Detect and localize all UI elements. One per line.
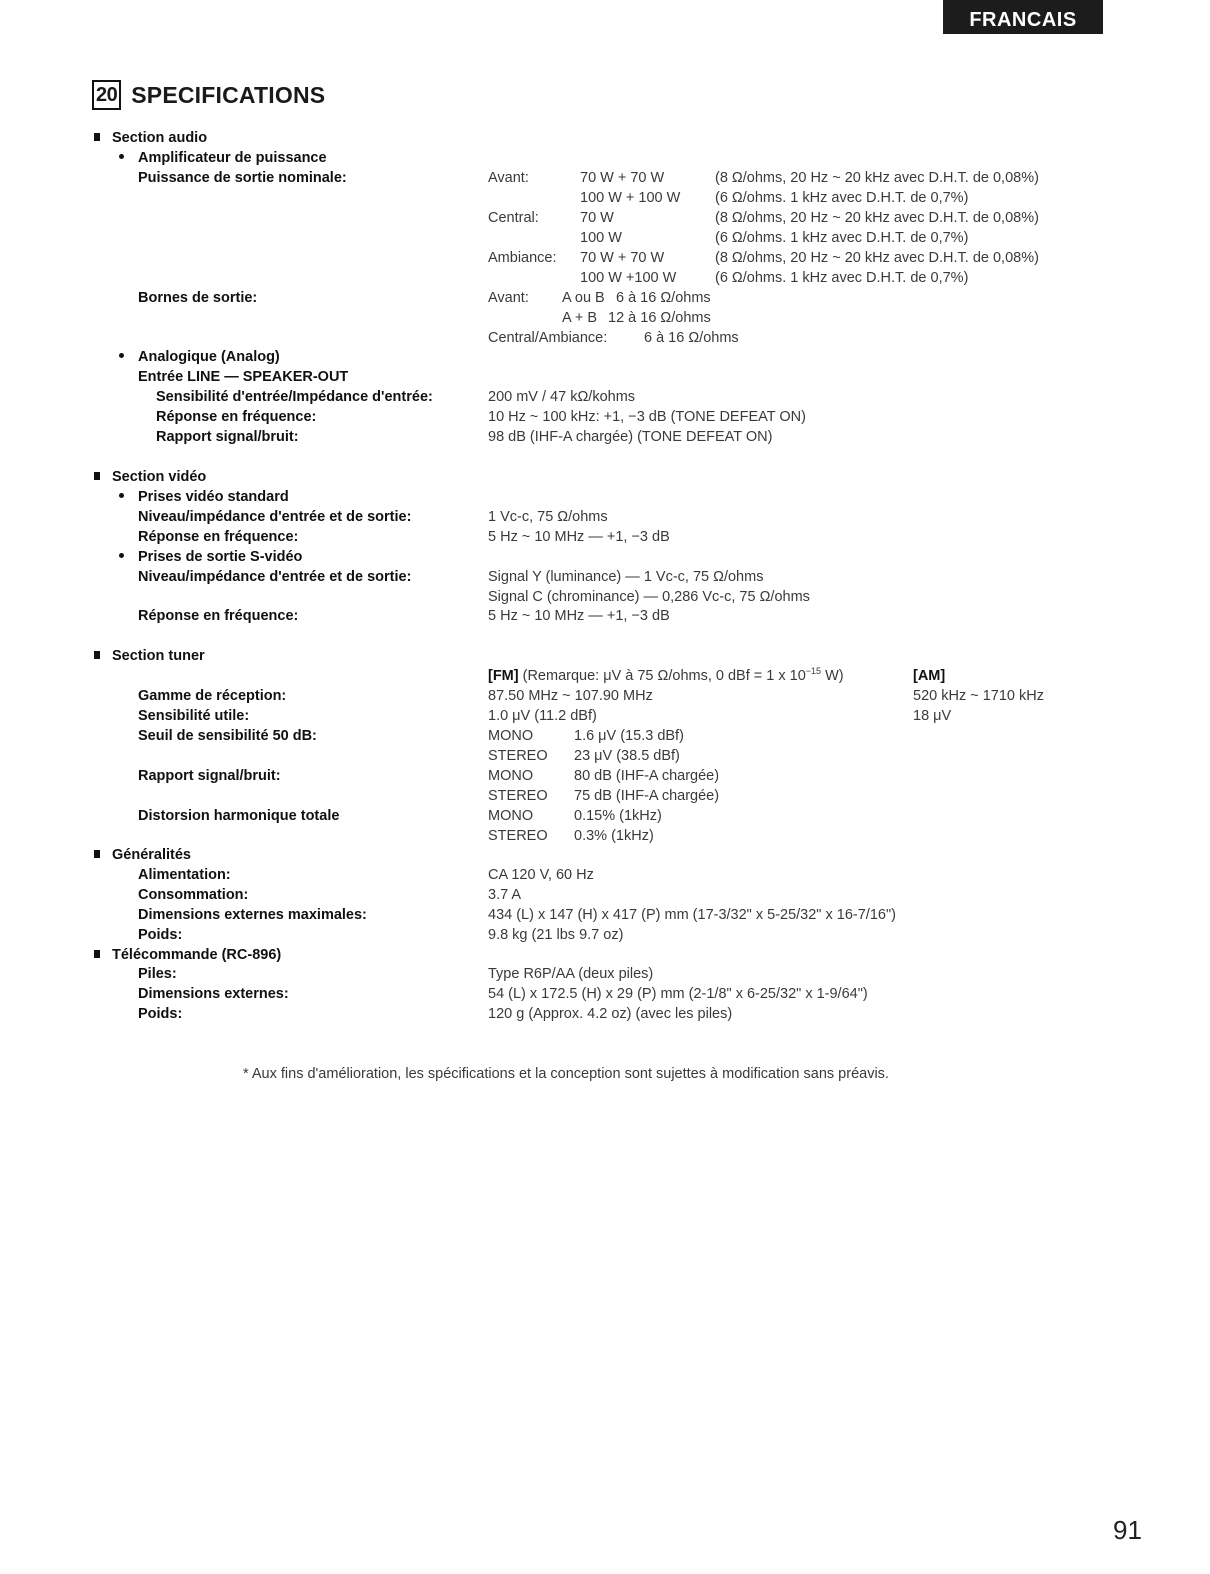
tuner-mode: MONO <box>488 728 534 744</box>
page-title: SPECIFICATIONS <box>131 81 326 108</box>
power-supply-value: CA 120 V, 60 Hz <box>488 867 594 883</box>
batteries-label: Piles: <box>138 966 177 982</box>
tuner-mode-value: 75 dB (IHF-A chargée) <box>574 788 720 804</box>
weight-value: 9.8 kg (21 lbs 9.7 oz) <box>488 927 624 943</box>
tuning-range-label: Gamme de réception: <box>138 688 287 704</box>
std-video-freq-value: 5 Hz ~ 10 MHz — +1, −3 dB <box>488 529 670 545</box>
terminal-impedance: 6 à 16 Ω/ohms <box>616 290 711 306</box>
std-video-level-value: 1 Vc-c, 75 Ω/ohms <box>488 509 608 525</box>
audio-freq-value: 10 Hz ~ 100 kHz: +1, −3 dB (TONE DEFEAT ON) <box>488 409 806 425</box>
general-heading: Généralités <box>94 845 191 865</box>
fm-note-end: W) <box>825 668 844 684</box>
power-channel: Avant: <box>488 170 529 186</box>
terminal-channel: Central/Ambiance: <box>488 330 608 346</box>
power-value: 70 W + 70 W <box>580 250 665 266</box>
rated-power-label: Puissance de sortie nominale: <box>138 170 347 186</box>
remote-weight-value: 120 g (Approx. 4.2 oz) (avec les piles) <box>488 1006 733 1022</box>
std-video-level-label: Niveau/impédance d'entrée et de sortie: <box>138 509 412 525</box>
power-supply-label: Alimentation: <box>138 867 231 883</box>
tuner-mode: MONO <box>488 768 534 784</box>
power-value: 100 W +100 W <box>580 270 677 286</box>
video-heading: Section vidéo <box>94 467 206 487</box>
tuner-mode-value: 23 μV (38.5 dBf) <box>574 748 680 764</box>
audio-heading: Section audio <box>94 128 207 148</box>
remote-dimensions-label: Dimensions externes: <box>138 986 289 1002</box>
tuning-range-am: 520 kHz ~ 1710 kHz <box>913 688 1044 704</box>
power-condition: (8 Ω/ohms, 20 Hz ~ 20 kHz avec D.H.T. de 0,08%) <box>715 170 1039 186</box>
consumption-label: Consommation: <box>138 887 249 903</box>
tuner-mode-value: 0.15% (1kHz) <box>574 808 662 824</box>
terminal-impedance: 12 à 16 Ω/ohms <box>608 310 711 326</box>
audio-snr-value: 98 dB (IHF-A chargée) (TONE DEFEAT ON) <box>488 429 773 445</box>
line-input-title: Entrée LINE — SPEAKER-OUT <box>138 369 349 385</box>
power-condition: (8 Ω/ohms, 20 Hz ~ 20 kHz avec D.H.T. de 0,08%) <box>715 250 1039 266</box>
power-condition: (6 Ω/ohms. 1 kHz avec D.H.T. de 0,7%) <box>715 230 969 246</box>
consumption-value: 3.7 A <box>488 887 522 903</box>
terminal-config: A + B <box>562 310 598 326</box>
page-number: 91 <box>1113 1515 1142 1545</box>
am-tag: [AM] <box>913 668 946 684</box>
power-condition: (8 Ω/ohms, 20 Hz ~ 20 kHz avec D.H.T. de 0,08%) <box>715 210 1039 226</box>
power-value: 100 W + 100 W <box>580 190 681 206</box>
tuner-mode-value: 80 dB (IHF-A chargée) <box>574 768 720 784</box>
square-bullet-icon <box>94 472 100 480</box>
tuner-mode: STEREO <box>488 788 548 804</box>
language-tab: FRANCAIS <box>943 0 1103 34</box>
std-video-title: Prises vidéo standard <box>119 487 289 507</box>
tuner-heading: Section tuner <box>94 646 205 666</box>
usable-sensitivity-fm: 1.0 μV (11.2 dBf) <box>488 708 597 724</box>
fm-note: (Remarque: μV à 75 Ω/ohms, 0 dBf = 1 x 10 <box>522 668 806 684</box>
tuner-mode-value: 0.3% (1kHz) <box>574 828 654 844</box>
square-bullet-icon <box>94 133 100 141</box>
fm-header <box>488 666 844 686</box>
audio-freq-label: Réponse en fréquence: <box>156 409 317 425</box>
tuner-snr-label: Rapport signal/bruit: <box>138 768 281 784</box>
tuner-mode: MONO <box>488 808 534 824</box>
dot-bullet-icon <box>119 493 124 498</box>
remote-weight-label: Poids: <box>138 1006 183 1022</box>
thd-label: Distorsion harmonique totale <box>138 808 340 824</box>
footnote: * Aux fins d'amélioration, les spécifications et la conception sont sujettes à modification sans préavis. <box>243 1066 889 1082</box>
tuner-mode-value: 1.6 μV (15.3 dBf) <box>574 728 684 744</box>
tuner-mode: STEREO <box>488 748 548 764</box>
svideo-c-signal: Signal C (chrominance) — 0,286 Vc-c, 75 Ω/ohms <box>488 589 810 605</box>
audio-snr-label: Rapport signal/bruit: <box>156 429 299 445</box>
power-value: 70 W <box>580 210 614 226</box>
square-bullet-icon <box>94 651 100 659</box>
square-bullet-icon <box>94 950 100 958</box>
fm-note-exponent: −15 <box>805 666 822 677</box>
power-channel: Ambiance: <box>488 250 557 266</box>
weight-label: Poids: <box>138 927 183 943</box>
svideo-freq-value: 5 Hz ~ 10 MHz — +1, −3 dB <box>488 608 670 624</box>
analog-title: Analogique (Analog) <box>119 347 280 367</box>
dimensions-label: Dimensions externes maximales: <box>138 907 367 923</box>
std-video-freq-label: Réponse en fréquence: <box>138 529 299 545</box>
terminal-impedance: 6 à 16 Ω/ohms <box>644 330 739 346</box>
fm-tag: [FM] <box>488 668 519 684</box>
section-title <box>92 80 325 110</box>
square-bullet-icon <box>94 850 100 858</box>
section-number: 20 <box>92 80 121 110</box>
usable-sensitivity-label: Sensibilité utile: <box>138 708 250 724</box>
power-condition: (6 Ω/ohms. 1 kHz avec D.H.T. de 0,7%) <box>715 270 969 286</box>
output-terminals-label: Bornes de sortie: <box>138 290 258 306</box>
power-value: 100 W <box>580 230 622 246</box>
amp-title: Amplificateur de puissance <box>119 148 327 168</box>
tuner-mode: STEREO <box>488 828 548 844</box>
dot-bullet-icon <box>119 154 124 159</box>
svideo-title: Prises de sortie S-vidéo <box>119 547 302 567</box>
svideo-y-signal: Signal Y (luminance) — 1 Vc-c, 75 Ω/ohms <box>488 569 764 585</box>
dot-bullet-icon <box>119 353 124 358</box>
svideo-level-label: Niveau/impédance d'entrée et de sortie: <box>138 569 412 585</box>
remote-dimensions-value: 54 (L) x 172.5 (H) x 29 (P) mm (2-1/8" x 6-25/32" x 1-9/64") <box>488 986 868 1002</box>
dot-bullet-icon <box>119 553 124 558</box>
usable-sensitivity-am: 18 μV <box>913 708 952 724</box>
terminal-channel: Avant: <box>488 290 529 306</box>
batteries-value: Type R6P/AA (deux piles) <box>488 966 654 982</box>
power-condition: (6 Ω/ohms. 1 kHz avec D.H.T. de 0,7%) <box>715 190 969 206</box>
tuning-range-fm: 87.50 MHz ~ 107.90 MHz <box>488 688 653 704</box>
input-sensitivity-value: 200 mV / 47 kΩ/kohms <box>488 389 636 405</box>
power-value: 70 W + 70 W <box>580 170 665 186</box>
input-sensitivity-label: Sensibilité d'entrée/Impédance d'entrée: <box>156 389 433 405</box>
dimensions-value: 434 (L) x 147 (H) x 417 (P) mm (17-3/32" x 5-25/32" x 16-7/16") <box>488 907 896 923</box>
quieting-label: Seuil de sensibilité 50 dB: <box>138 728 317 744</box>
svideo-freq-label: Réponse en fréquence: <box>138 608 299 624</box>
power-channel: Central: <box>488 210 539 226</box>
remote-heading: Télécommande (RC-896) <box>94 945 281 965</box>
terminal-config: A ou B <box>562 290 605 306</box>
